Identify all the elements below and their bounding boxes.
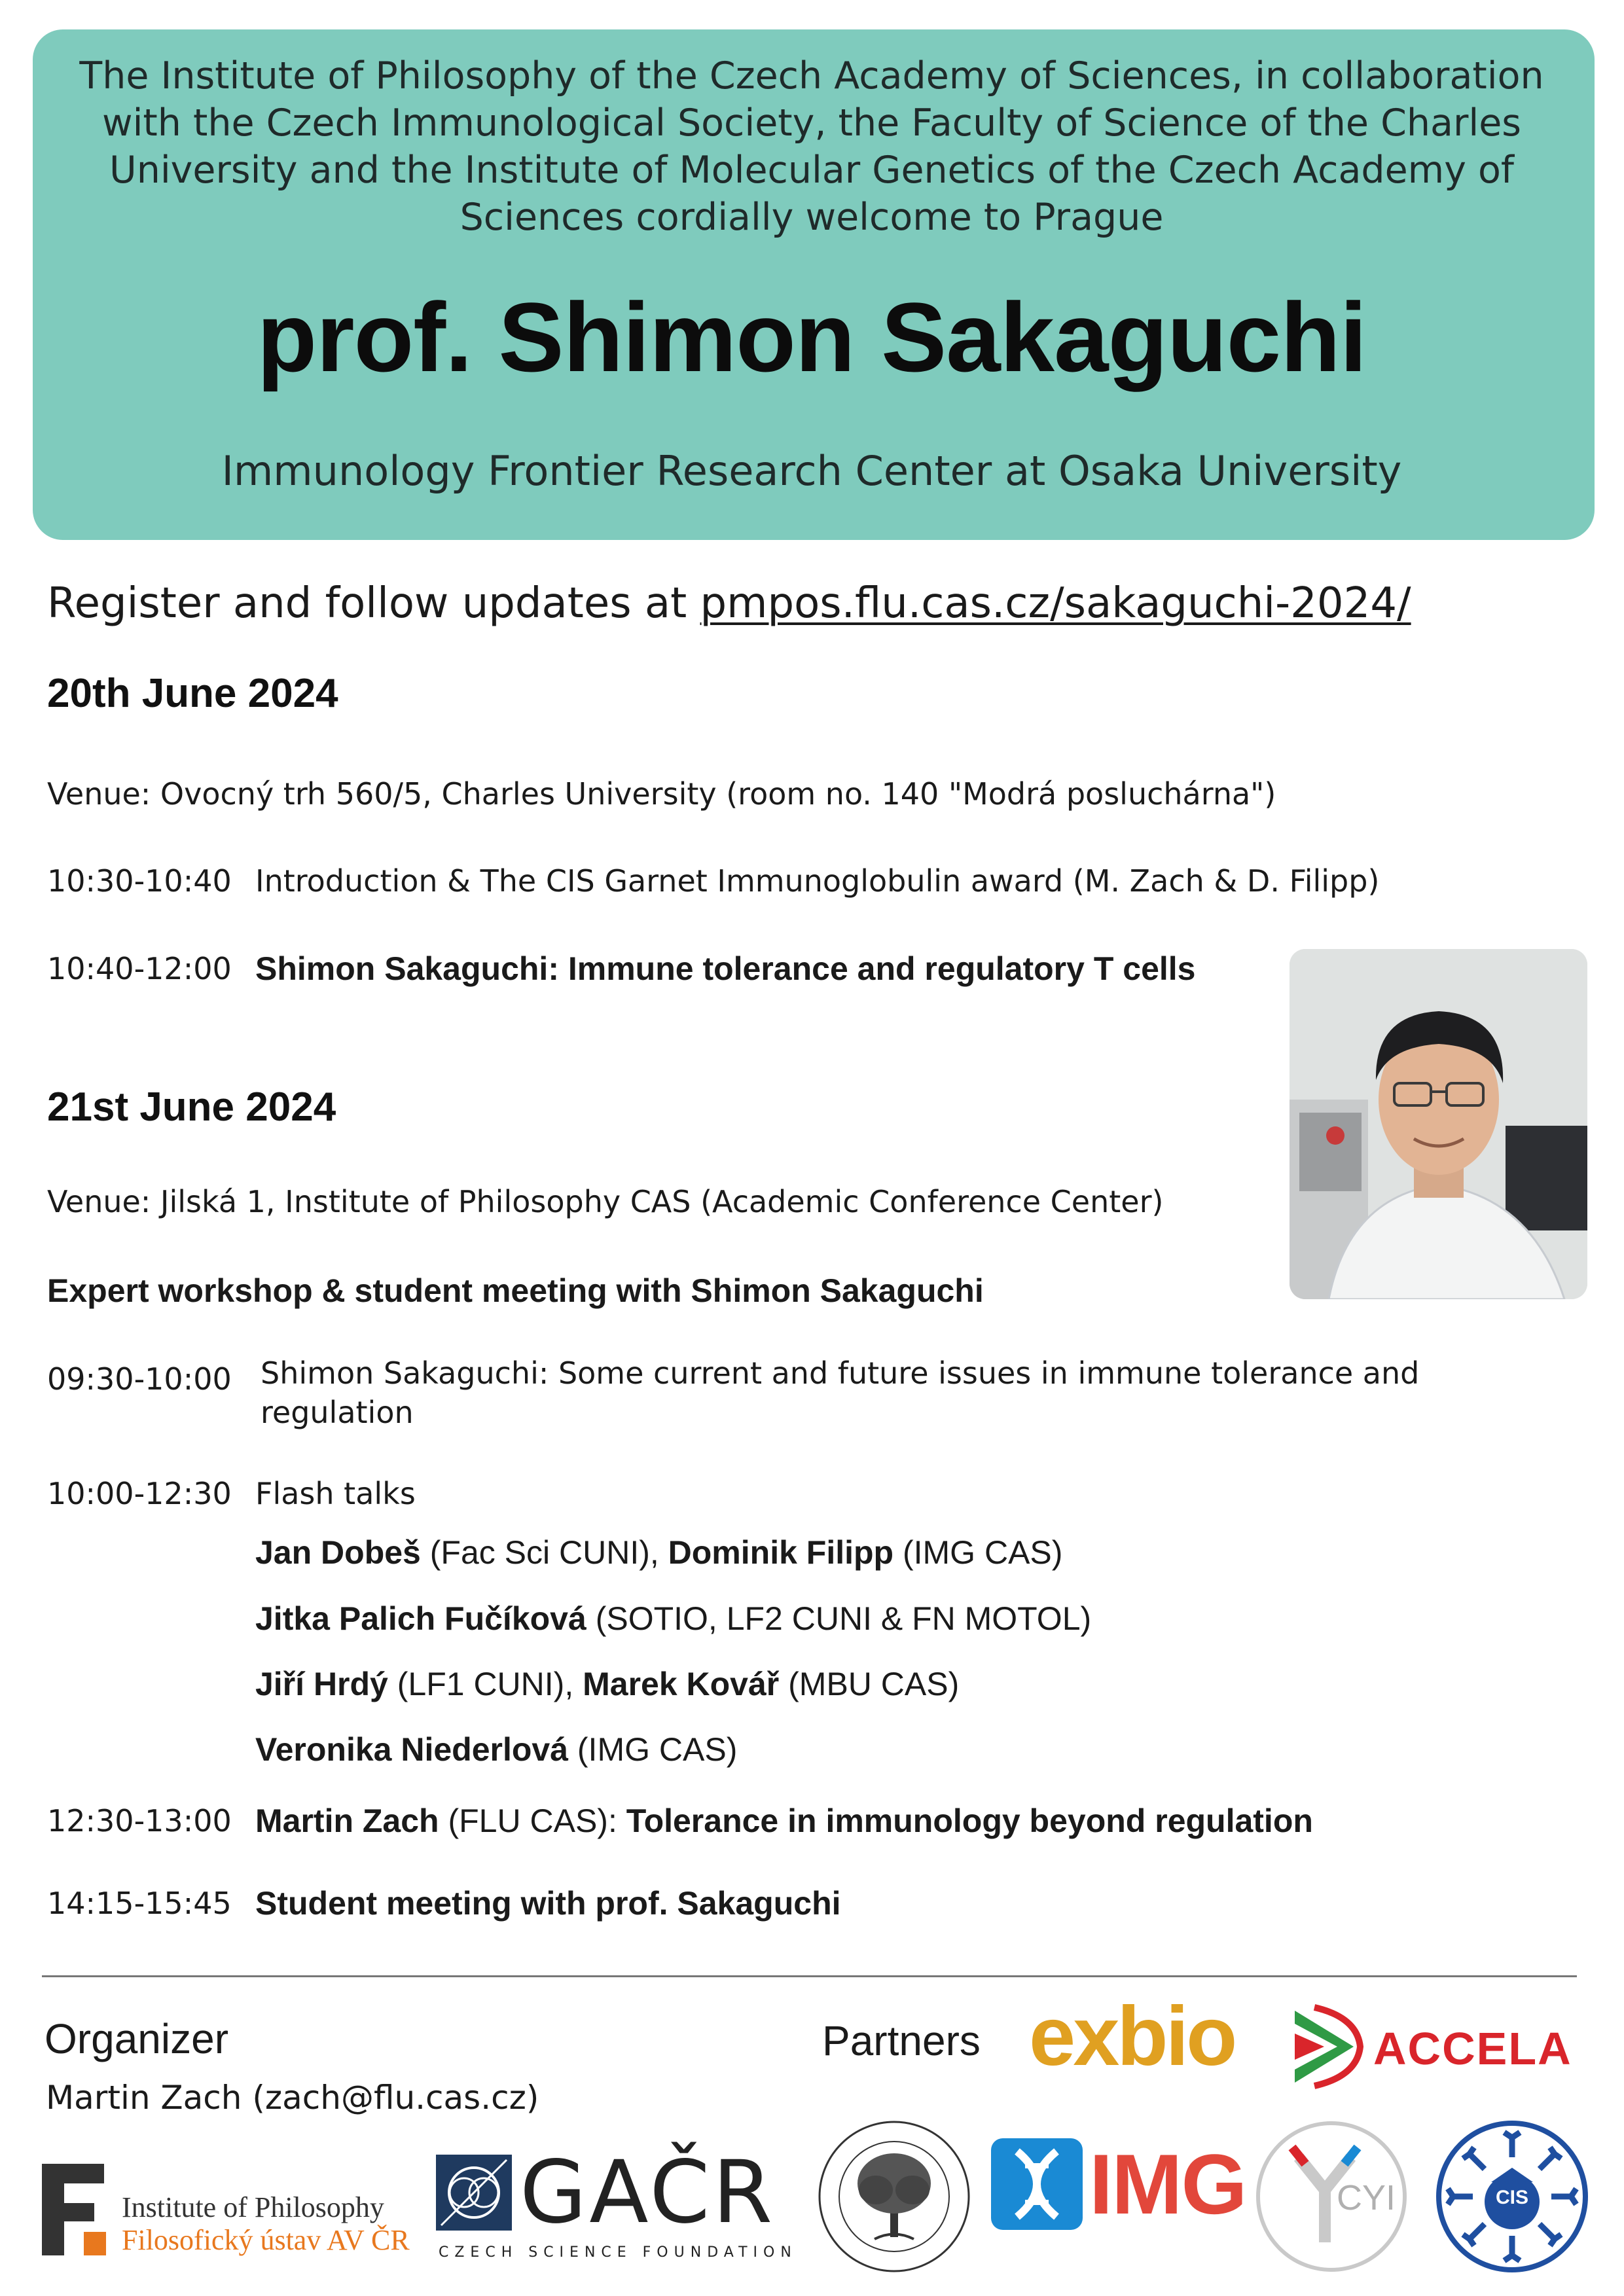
flu-logo (42, 2160, 422, 2258)
accela-emblem-icon (1288, 2004, 1367, 2089)
gacr-text: GAČR (520, 2142, 776, 2243)
flu-f-icon (42, 2160, 120, 2258)
flash-speaker-affil: (Fac Sci CUNI), (420, 1534, 668, 1571)
cyi-text: CYI (1337, 2178, 1396, 2217)
exbio-logo (1029, 1990, 1258, 2083)
flash-speaker-name: Dominik Filipp (668, 1534, 894, 1571)
day2-talk2-time: 12:30-13:00 (47, 1803, 232, 1839)
register-link[interactable]: pmpos.flu.cas.cz/sakaguchi-2024/ (700, 579, 1411, 628)
flu-line1: Institute of Philosophy (122, 2191, 384, 2223)
talk2-speaker: Martin Zach (255, 1803, 439, 1839)
flash-speaker-name: Veronika Niederlová (255, 1731, 569, 1768)
gacr-subtitle: CZECH SCIENCE FOUNDATION (439, 2244, 797, 2261)
day1-item2-title: Shimon Sakaguchi: Immune tolerance and regulatory T cells (255, 950, 1196, 987)
day2-flash-title: Flash talks (255, 1476, 416, 1511)
intro-text: The Institute of Philosophy of the Czech Academy of Sciences, in collaboration with the Czech Immunological Society, the Faculty of Science of the Charles University and the Institute of Molecular Genetics of the Czech Academy of Sciences cordially welcome to Prague (79, 54, 1544, 239)
charles-university-seal (816, 2118, 973, 2275)
flash-speaker-name: Jan Dobeš (255, 1534, 421, 1571)
gacr-logo (435, 2142, 801, 2271)
flash-speaker-row (255, 1664, 959, 1704)
gacr-emblem-icon (435, 2153, 513, 2232)
day1-item2-time: 10:40-12:00 (47, 951, 232, 986)
cyi-logo (1253, 2118, 1410, 2275)
day1-venue: Venue: Ovocný trh 560/5, Charles University (room no. 140 "Modrá posluchárna") (47, 776, 1276, 812)
talk2-affil: (FLU CAS): (439, 1803, 626, 1839)
day1-item1-title: Introduction & The CIS Garnet Immunoglobulin award (M. Zach & D. Filipp) (255, 863, 1380, 899)
partners-label: Partners (822, 2017, 981, 2064)
flash-speaker-affil: (IMG CAS) (893, 1534, 1063, 1571)
flash-speaker-row (255, 1599, 1091, 1638)
cis-logo (1434, 2118, 1591, 2275)
img-text: IMG (1089, 2136, 1246, 2232)
day2-talk1-title-line1: Shimon Sakaguchi: Some current and future issues in immune tolerance and (261, 1355, 1420, 1391)
day1-date: 20th June 2024 (47, 671, 338, 716)
flash-speaker-row (255, 1730, 737, 1769)
tree-seal-icon (816, 2118, 973, 2275)
dna-icon (991, 2138, 1083, 2230)
day2-talk1-title-line2: regulation (261, 1395, 414, 1430)
organizer-label: Organizer (45, 2015, 228, 2062)
flash-speaker-affil: (MBU CAS) (779, 1666, 960, 1702)
day2-talk2 (255, 1801, 1313, 1840)
talk2-title: Tolerance in immunology beyond regulation (626, 1803, 1313, 1839)
day2-subtitle: Expert workshop & student meeting with Shimon Sakaguchi (47, 1272, 984, 1309)
flash-speaker-name: Marek Kovář (583, 1666, 780, 1702)
accela-logo (1288, 2004, 1572, 2089)
exbio-logo-text: exbio (1029, 1990, 1235, 2083)
register-prefix: Register and follow updates at (47, 579, 687, 628)
accela-logo-text: ACCELA (1373, 2023, 1572, 2074)
cis-text: CIS (1495, 2187, 1528, 2208)
day2-talk3-time: 14:15-15:45 (47, 1886, 232, 1921)
day2-talk3-title: Student meeting with prof. Sakaguchi (255, 1885, 841, 1922)
day2-date: 21st June 2024 (47, 1085, 336, 1130)
day1-item1-time: 10:30-10:40 (47, 863, 232, 899)
organizer-contact: Martin Zach (zach@flu.cas.cz) (46, 2079, 539, 2117)
register-line (47, 576, 1411, 631)
flash-speaker-affil: (SOTIO, LF2 CUNI & FN MOTOL) (586, 1600, 1092, 1637)
flu-line2: Filosofický ústav AV ČR (122, 2224, 410, 2256)
day2-flash-time: 10:00-12:30 (47, 1476, 232, 1511)
flash-speaker-name: Jitka Palich Fučíková (255, 1600, 586, 1637)
speaker-name: prof. Shimon Sakaguchi (257, 282, 1367, 392)
day2-venue: Venue: Jilská 1, Institute of Philosophy CAS (Academic Conference Center) (47, 1184, 1164, 1219)
speaker-photo (1290, 949, 1587, 1299)
day2-talk1-time: 09:30-10:00 (47, 1361, 232, 1397)
footer-divider (42, 1975, 1577, 1977)
flash-speaker-name: Jiří Hrdý (255, 1666, 388, 1702)
speaker-affiliation: Immunology Frontier Research Center at Osaka University (221, 447, 1402, 495)
flash-speaker-row (255, 1533, 1062, 1572)
img-logo (991, 2135, 1246, 2233)
flash-speaker-affil: (IMG CAS) (568, 1731, 738, 1768)
flash-speaker-affil: (LF1 CUNI), (388, 1666, 583, 1702)
